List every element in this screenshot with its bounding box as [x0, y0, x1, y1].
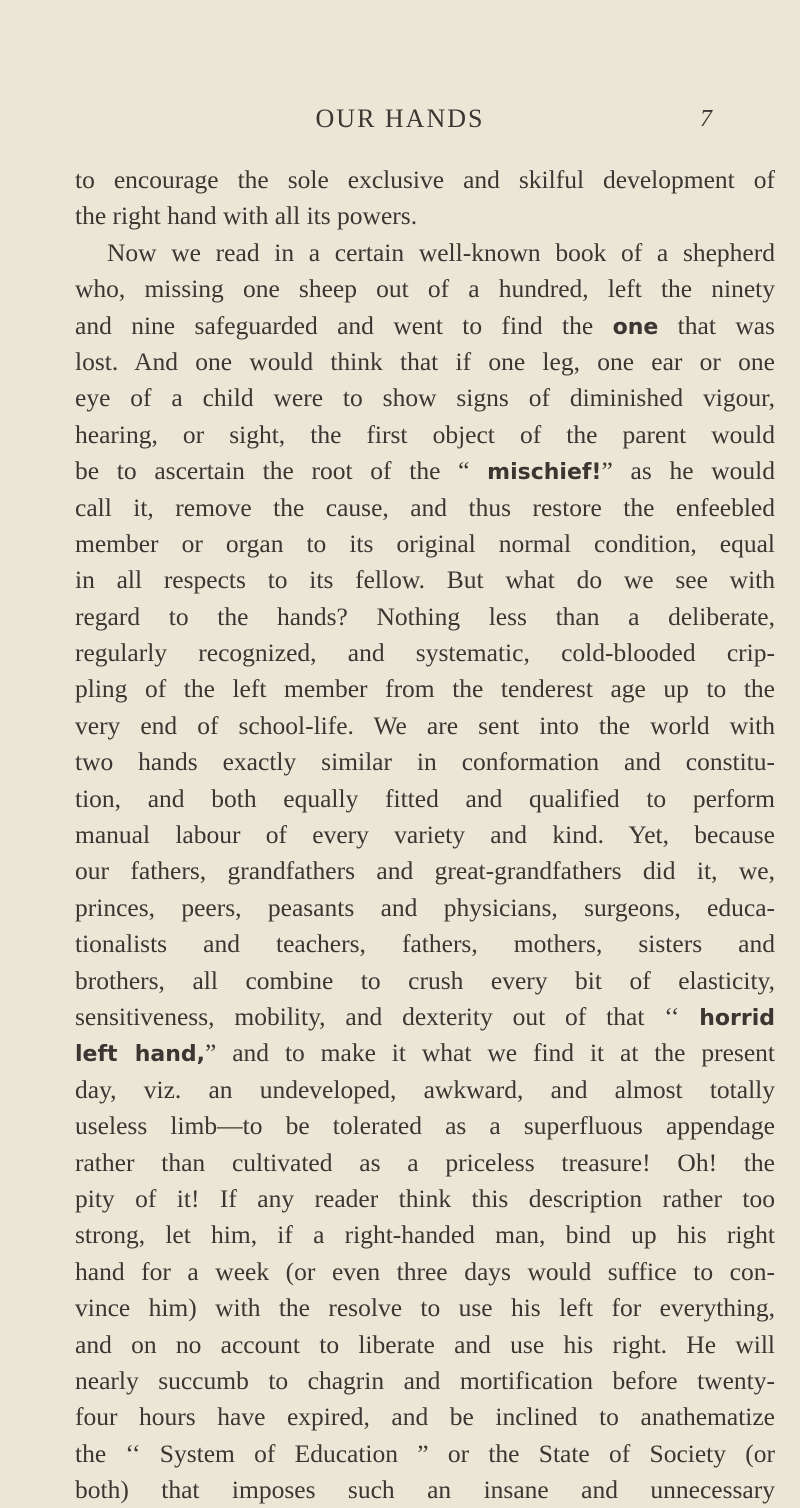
bold-text: mischief!: [487, 460, 602, 486]
text-line: [75, 344, 775, 380]
text-line: [75, 1217, 775, 1253]
text-segment: very end of school-life. We are sent into the world with: [75, 710, 775, 740]
text-segment: day, viz. an undeveloped, awkward, and almost totally: [75, 1074, 775, 1104]
text-line: [75, 744, 775, 780]
text-segment: regularly recognized, and systematic, cold-blooded crip-: [75, 638, 775, 668]
text-segment: the ‘‘ System of Education ” or the State of Society (or: [75, 1438, 775, 1468]
text-segment: hearing, or sight, the first object of the parent would: [75, 419, 775, 449]
text-segment: brothers, all combine to crush every bit of elasticity,: [75, 965, 775, 995]
text-line: [75, 562, 775, 598]
text-line: [75, 198, 775, 234]
text-line: [75, 271, 775, 307]
text-segment: tion, and both equally fitted and qualified to perform: [75, 783, 775, 813]
text-line: [75, 1108, 775, 1144]
text-line: [75, 999, 775, 1035]
text-line: [75, 926, 775, 962]
text-line: [75, 1290, 775, 1326]
text-segment: hand for a week (or even three days would suffice to con-: [75, 1256, 775, 1286]
bold-text: left hand,: [75, 1042, 206, 1068]
text-line: [75, 708, 775, 744]
text-segment: tionalists and teachers, fathers, mothers, sisters and: [75, 929, 775, 959]
text-segment: lost. And one would think that if one leg, one ear or one: [75, 346, 775, 376]
text-line: [75, 162, 775, 198]
text-segment: pling of the left member from the tenderest age up to the: [75, 674, 775, 704]
text-segment: nearly succumb to chagrin and mortification before twenty-: [75, 1365, 775, 1395]
text-line: [75, 890, 775, 926]
text-line: [75, 817, 775, 853]
text-segment: ” as he would: [601, 456, 775, 486]
text-line: [75, 671, 775, 707]
text-line: [75, 308, 775, 344]
body-text: [75, 162, 775, 1508]
text-segment: sensitiveness, mobility, and dexterity out of that ‘‘: [75, 1001, 700, 1031]
text-segment: call it, remove the cause, and thus restore the enfeebled: [75, 492, 775, 522]
text-segment: be to ascertain the root of the “: [75, 456, 488, 486]
text-line: [75, 453, 775, 489]
text-segment: member or organ to its original normal condition, equal: [75, 528, 775, 558]
text-segment: useless limb—to be tolerated as a superfluous appendage: [75, 1111, 775, 1141]
text-line: [75, 1399, 775, 1435]
page-header: [0, 104, 800, 154]
text-segment: and nine safeguarded and went to find the: [75, 310, 613, 340]
text-line: [75, 1327, 775, 1363]
text-segment: eye of a child were to show signs of diminished vigour,: [75, 383, 775, 413]
text-segment: our fathers, grandfathers and great-grandfathers did it, we,: [75, 856, 775, 886]
text-line: [75, 1181, 775, 1217]
text-segment: to encourage the sole exclusive and skilful development of: [75, 165, 775, 194]
text-segment: vince him) with the resolve to use his left for everything,: [75, 1293, 775, 1323]
text-segment: that was: [658, 310, 775, 340]
page-number: 7: [700, 106, 712, 132]
text-segment: and on no account to liberate and use his right. He will: [75, 1329, 775, 1359]
text-line: [75, 526, 775, 562]
text-line: [75, 490, 775, 526]
text-segment: ” and to make it what we find it at the present: [205, 1038, 775, 1068]
running-title: OUR HANDS: [315, 104, 485, 133]
text-segment: four hours have expired, and be inclined to anathematize: [75, 1402, 775, 1432]
text-segment: princes, peers, peasants and physicians, surgeons, educa-: [75, 892, 775, 922]
text-line: [75, 1254, 775, 1290]
text-segment: who, missing one sheep out of a hundred, left the ninety: [75, 274, 775, 304]
text-line: [75, 417, 775, 453]
text-segment: Now we read in a certain well-known book of a shepherd: [107, 237, 775, 267]
text-line: [75, 599, 775, 635]
text-line: [75, 853, 775, 889]
text-line: [75, 781, 775, 817]
text-line: [75, 380, 775, 416]
text-line: [75, 963, 775, 999]
text-line: [75, 635, 775, 671]
text-line: [75, 1436, 775, 1472]
text-segment: strong, let him, if a right-handed man, bind up his right: [75, 1220, 775, 1250]
text-line: [75, 1072, 775, 1108]
text-segment: regard to the hands? Nothing less than a deliberate,: [75, 601, 775, 631]
text-line: [75, 1363, 775, 1399]
text-segment: pity of it! If any reader think this description rather too: [75, 1183, 775, 1213]
bold-text: horrid: [699, 1005, 775, 1031]
text-segment: two hands exactly similar in conformation and constitu-: [75, 747, 775, 777]
text-line: [75, 1145, 775, 1181]
text-line: [75, 235, 775, 271]
text-segment: manual labour of every variety and kind. Yet, because: [75, 820, 775, 850]
text-segment: in all respects to its fellow. But what do we see with: [75, 565, 775, 595]
text-line: [75, 1472, 775, 1508]
text-segment: rather than cultivated as a priceless treasure! Oh! the: [75, 1147, 775, 1177]
text-line: [75, 1035, 775, 1071]
text-segment: both) that imposes such an insane and unnecessary: [75, 1475, 775, 1505]
text-segment: the right hand with all its powers.: [75, 201, 418, 231]
bold-text: one: [612, 314, 659, 340]
